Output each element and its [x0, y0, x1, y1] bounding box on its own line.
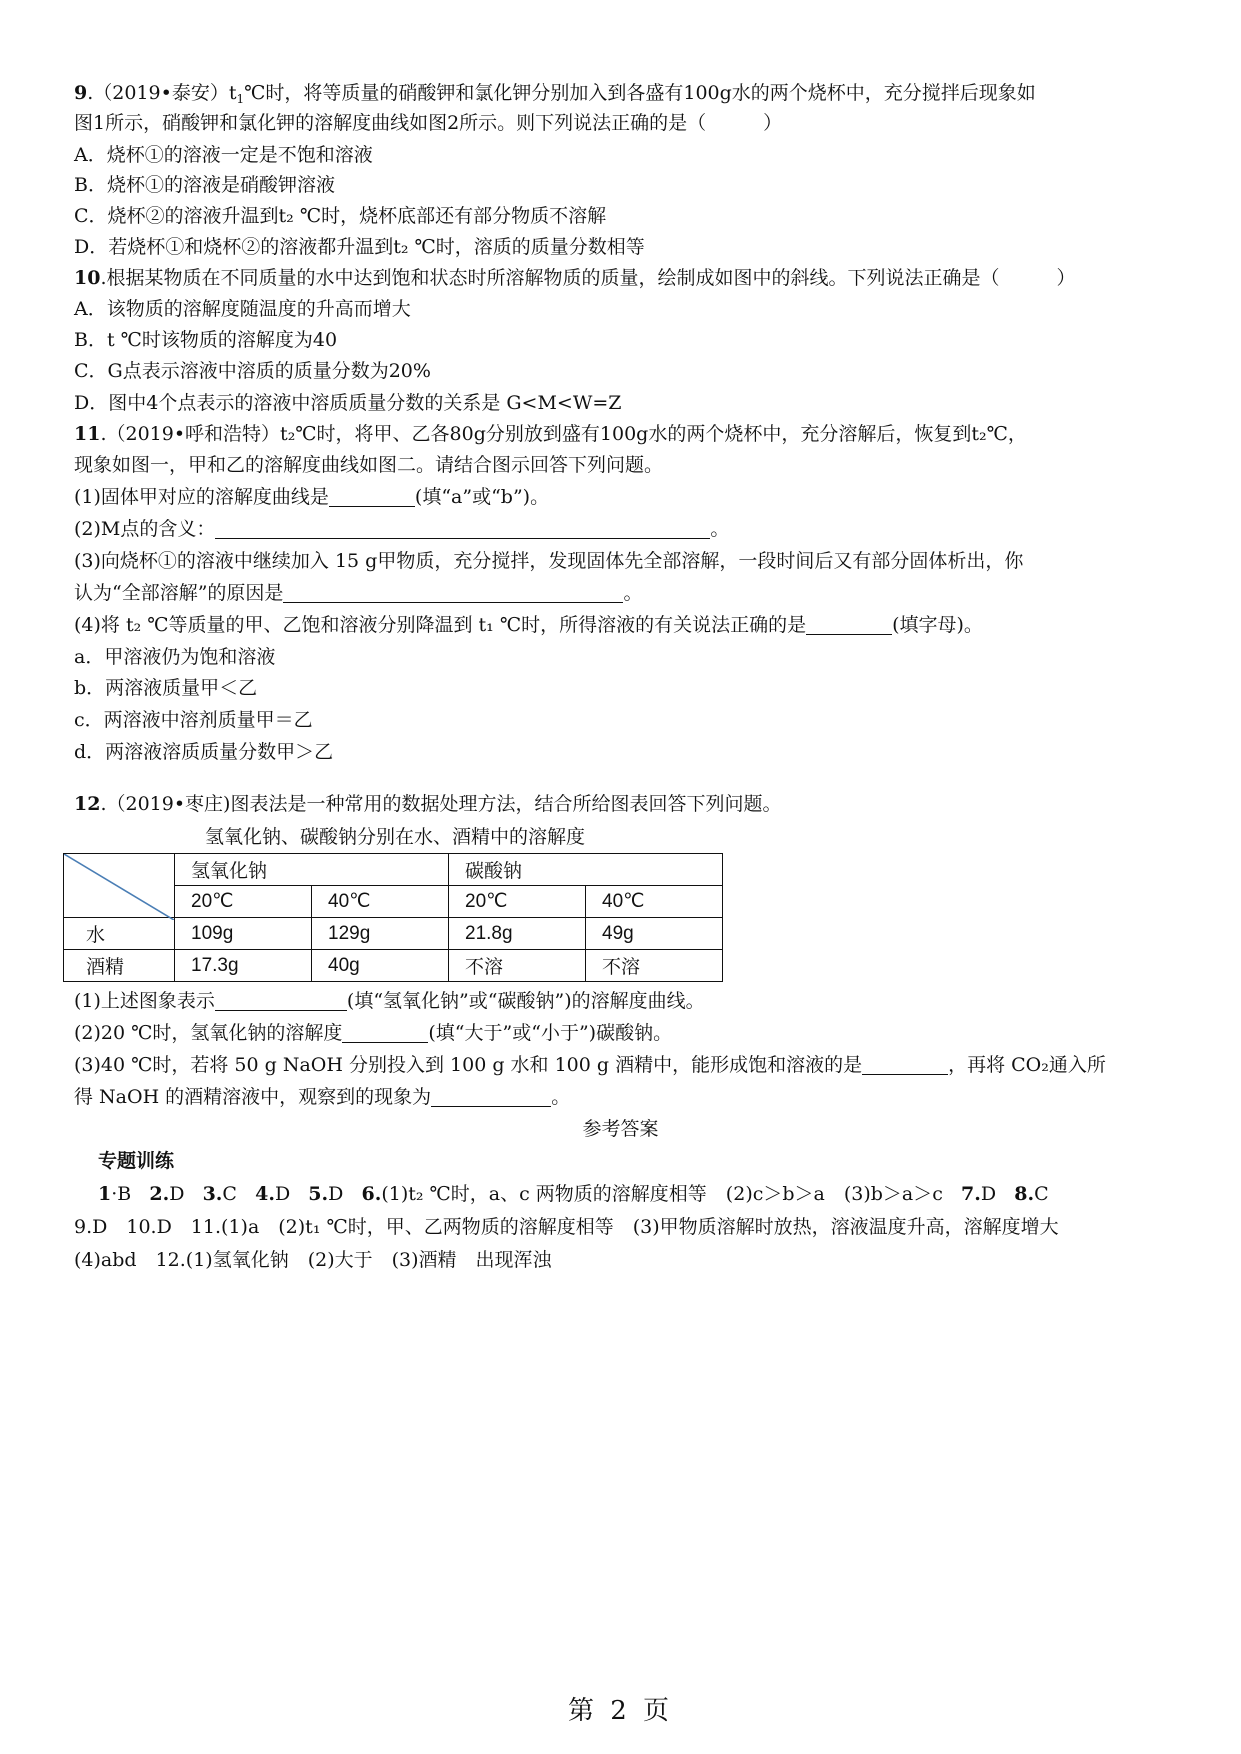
- q10-option-c: C．G点表示溶液中溶质的质量分数为20%: [74, 360, 431, 382]
- q11-part2: (2)M点的含义： 。: [74, 518, 730, 540]
- q11-option-b: b．两溶液质量甲＜乙: [74, 677, 258, 699]
- table-cell: 不溶: [449, 950, 586, 982]
- q10-option-b: B．t ℃时该物质的溶解度为40: [74, 329, 338, 351]
- q10-option-d: D．图中4个点表示的溶液中溶质质量分数的关系是 G<M<W=Z: [74, 392, 622, 414]
- table-row: [64, 950, 723, 982]
- table-temp-cell: 40℃: [312, 886, 449, 918]
- q11-part3-line1: (3)向烧杯①的溶液中继续加入 15 g甲物质，充分搅拌，发现固体先全部溶解，一段时间后又有部分固体析出，你: [74, 550, 1024, 572]
- table-cell: 129g: [312, 918, 449, 950]
- table-header-na2co3: 碳酸钠: [449, 854, 723, 886]
- q9-line2: 图1所示，硝酸钾和氯化钾的溶解度曲线如图2所示。则下列说法正确的是（ ）: [74, 112, 783, 134]
- q12-part1: (1)上述图象表示 (填“氢氧化钠”或“碳酸钠”)的溶解度曲线。: [74, 990, 705, 1012]
- answers-subtitle: 专题训练: [98, 1150, 175, 1172]
- table-row-label: 水: [64, 918, 175, 950]
- q11-part3-line2: 认为“全部溶解”的原因是 。: [74, 582, 643, 604]
- table-row-label: 酒精: [64, 950, 175, 982]
- q11-option-a: a．甲溶液仍为饱和溶液: [74, 646, 276, 668]
- table-cell: 17.3g: [175, 950, 312, 982]
- page-footer: 第 2 页: [567, 1696, 674, 1726]
- table-temp-cell: 40℃: [586, 886, 723, 918]
- solubility-table: [63, 853, 723, 982]
- table-row: [64, 918, 723, 950]
- q9-option-d: D．若烧杯①和烧杯②的溶液都升温到t₂ ℃时，溶质的质量分数相等: [74, 236, 645, 258]
- q10-option-a: A．该物质的溶解度随温度的升高而增大: [74, 298, 411, 320]
- answers-line1: 1·B 2.D 3.C 4.D 5.D 6.(1)t₂ ℃时，a、c 两物质的溶解度相等 (2)c＞b＞a (3)b＞a＞c 7.D 8.C: [98, 1183, 1049, 1205]
- answer-blank[interactable]: [329, 486, 415, 507]
- q11-line1: 11.（2019•呼和浩特）t₂℃时，将甲、乙各80g分别放到盛有100g水的两个烧杯中，充分溶解后，恢复到t₂℃，: [74, 423, 1027, 445]
- answer-blank[interactable]: [862, 1054, 948, 1075]
- table-temp-cell: 20℃: [175, 886, 312, 918]
- answer-blank[interactable]: [342, 1022, 428, 1043]
- table-cell: 不溶: [586, 950, 723, 982]
- q9-option-a: A．烧杯①的溶液一定是不饱和溶液: [74, 144, 373, 166]
- q12-part2: (2)20 ℃时，氢氧化钠的溶解度 (填“大于”或“小于”)碳酸钠。: [74, 1022, 673, 1044]
- answers-title: 参考答案: [582, 1118, 659, 1140]
- q9-line1: 9.（2019•泰安）$t_1℃$时，将等质量的硝酸钾和氯化钾分别加入到各盛有100g水的两个烧杯中，充分搅拌后现象如: [74, 82, 1036, 106]
- q12-part3-line2: 得 NaOH 的酒精溶液中，观察到的现象为 。: [74, 1086, 571, 1108]
- q9-option-c: C．烧杯②的溶液升温到t₂ ℃时，烧杯底部还有部分物质不溶解: [74, 205, 607, 227]
- q11-option-d: d．两溶液溶质质量分数甲＞乙: [74, 741, 334, 763]
- answer-blank[interactable]: [215, 518, 710, 539]
- q11-line2: 现象如图一，甲和乙的溶解度曲线如图二。请结合图示回答下列问题。: [74, 454, 664, 476]
- table-title: 氢氧化钠、碳酸钠分别在水、酒精中的溶解度: [205, 826, 586, 848]
- diagonal-line: [64, 854, 174, 920]
- table-cell: 49g: [586, 918, 723, 950]
- answer-blank[interactable]: [806, 614, 892, 635]
- q9-number: 9: [74, 82, 88, 104]
- q11-option-c: c．两溶液中溶剂质量甲＝乙: [74, 709, 313, 731]
- answer-blank[interactable]: [431, 1086, 551, 1107]
- answers-line3: (4)abd 12.(1)氢氧化钠 (2)大于 (3)酒精 出现浑浊: [74, 1249, 552, 1271]
- table-corner-cell: [64, 854, 175, 918]
- answers-line2: 9.D 10.D 11.(1)a (2)t₁ ℃时，甲、乙两物质的溶解度相等 (3)甲物质溶解时放热，溶液温度升高，溶解度增大: [74, 1216, 1059, 1238]
- table-cell: 40g: [312, 950, 449, 982]
- q11-number: 11: [74, 423, 101, 445]
- q12-stem: 12.（2019•枣庄)图表法是一种常用的数据处理方法，结合所给图表回答下列问题。: [74, 793, 782, 815]
- q12-number: 12: [74, 793, 101, 815]
- table-temp-cell: 20℃: [449, 886, 586, 918]
- q9-option-b: B．烧杯①的溶液是硝酸钾溶液: [74, 174, 335, 196]
- answer-blank[interactable]: [283, 582, 623, 603]
- q10-stem: 10.根据某物质在不同质量的水中达到饱和状态时所溶解物质的质量，绘制成如图中的斜线。下列说法正确是（ ）: [74, 267, 1076, 289]
- table-header-naoh: 氢氧化钠: [175, 854, 449, 886]
- q12-part3-line1: (3)40 ℃时，若将 50 g NaOH 分别投入到 100 g 水和 100 g 酒精中，能形成饱和溶液的是 ，再将 CO₂通入所: [74, 1054, 1106, 1076]
- q11-part4: (4)将 t₂ ℃等质量的甲、乙饱和溶液分别降温到 t₁ ℃时，所得溶液的有关说法正确的是 (填字母)。: [74, 614, 983, 636]
- table-cell: 21.8g: [449, 918, 586, 950]
- table-cell: 109g: [175, 918, 312, 950]
- q10-number: 10: [74, 267, 101, 289]
- q11-part1: (1)固体甲对应的溶解度曲线是 (填“a”或“b”)。: [74, 486, 550, 508]
- answer-blank[interactable]: [215, 990, 347, 1011]
